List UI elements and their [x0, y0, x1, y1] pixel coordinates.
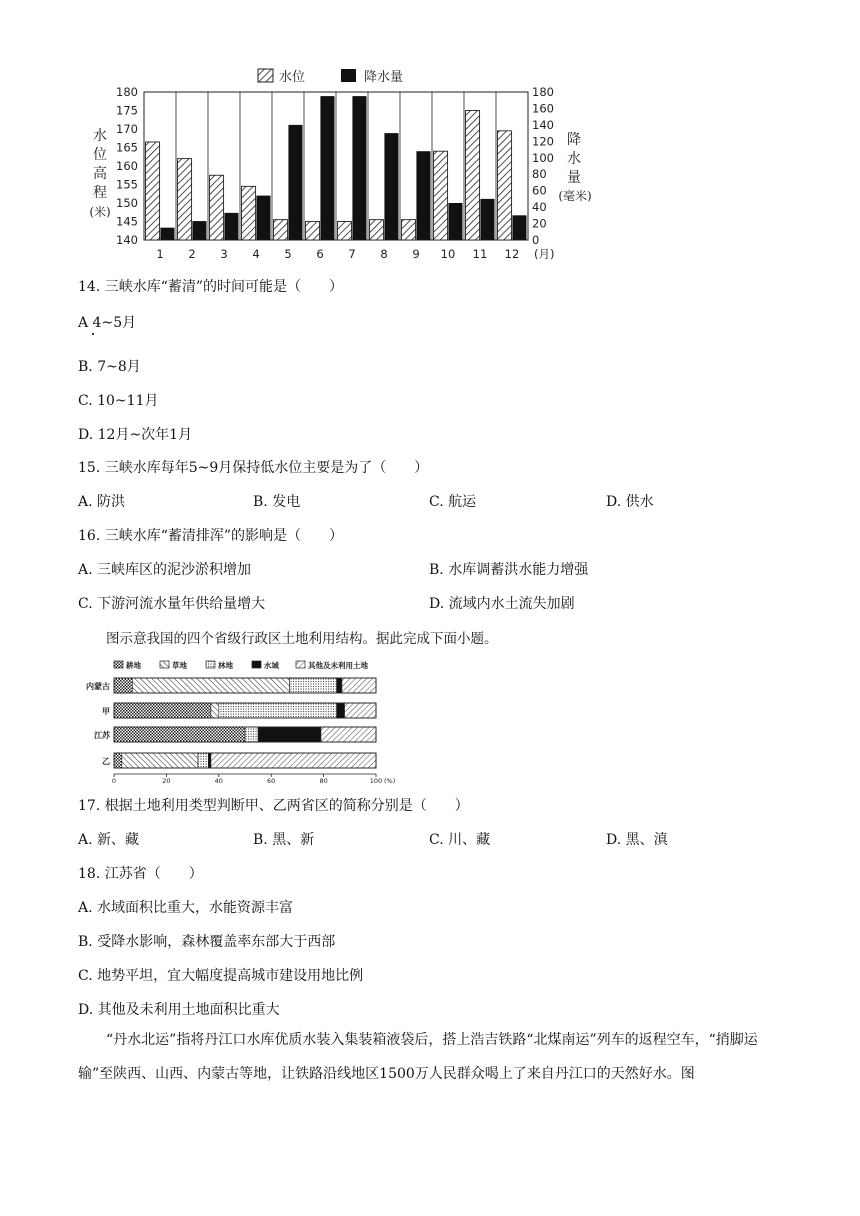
legend-swatch	[114, 661, 123, 668]
water-level-bar	[402, 220, 416, 240]
landuse-segment	[337, 703, 345, 718]
question-17-option-b: B. 黑、新	[253, 832, 315, 848]
precipitation-bar	[320, 96, 334, 240]
x-tick-label: 8	[380, 247, 388, 261]
y-right-axis-label: (毫米)	[558, 189, 592, 203]
landuse-intro: 图示意我国的四个省级行政区土地利用结构。据此完成下面小题。	[106, 631, 498, 647]
legend-swatch	[160, 661, 169, 668]
water-level-bar	[370, 220, 384, 240]
y-right-tick-label: 20	[532, 216, 547, 231]
y-right-axis-label: 量	[567, 170, 581, 186]
question-18-option-d: D. 其他及未利用土地面积比重大	[78, 1002, 280, 1018]
y-left-tick-label: 160	[116, 159, 138, 173]
x-tick-label: 7	[348, 247, 356, 261]
precipitation-bar	[448, 203, 462, 240]
y-left-tick-label: 175	[116, 103, 138, 118]
row-label: 甲	[102, 707, 110, 716]
landuse-segment	[245, 727, 258, 742]
passage-paragraph: “丹水北运”指将丹江口水库优质水装入集装箱液袋后，搭上浩吉铁路“北煤南运”列车的返程空车，“捎脚运输”至陕西、山西、内蒙古等地，让铁路沿线地区1500万人民群众喝上了来自丹江口的天然好水。图	[78, 1032, 758, 1082]
y-right-tick-label: 60	[532, 183, 547, 198]
y-left-axis-label: 程	[93, 185, 107, 201]
precipitation-bar	[160, 228, 174, 240]
question-15-option-b: B. 发电	[253, 494, 301, 510]
x-tick-label: 40	[214, 777, 223, 785]
legend-label: 其他及未利用土地	[308, 661, 368, 670]
water-level-bar	[146, 142, 160, 240]
water-level-bar	[434, 151, 448, 240]
reservoir-chart	[80, 62, 620, 267]
y-right-tick-label: 180	[532, 85, 554, 99]
question-16-stem: 16. 三峡水库“蓄清排浑”的影响是（ ）	[78, 528, 344, 544]
x-unit-label: (月)	[534, 247, 555, 261]
x-tick-label: 5	[284, 247, 292, 261]
y-left-tick-label: 180	[116, 85, 138, 99]
y-left-tick-label: 145	[116, 214, 138, 229]
legend-swatch	[252, 661, 261, 668]
x-tick-label: 20	[162, 777, 171, 785]
x-unit-label: (%)	[384, 777, 396, 785]
y-left-tick-label: 140	[116, 233, 138, 247]
landuse-segment	[290, 678, 337, 693]
y-left-axis-label: 位	[93, 147, 107, 163]
x-tick-label: 60	[267, 777, 276, 785]
question-18-option-b: B. 受降水影响，森林覆盖率东部大于西部	[78, 934, 336, 950]
precipitation-bar	[256, 196, 270, 240]
water-level-bar	[178, 159, 192, 240]
water-level-bar	[242, 186, 256, 240]
question-16-option-a: A. 三峡库区的泥沙淤积增加	[78, 562, 252, 578]
y-right-axis-label: 降	[567, 132, 581, 148]
water-level-bar	[466, 111, 480, 241]
question-16-option-c: C. 下游河流水量年供给量增大	[78, 596, 266, 612]
question-15-option-d: D. 供水	[606, 494, 654, 510]
precipitation-bar	[384, 133, 398, 240]
precipitation-bar	[480, 199, 494, 240]
landuse-segment	[211, 753, 376, 768]
y-left-tick-label: 165	[116, 140, 138, 155]
question-15-stem: 15. 三峡水库每年5~9月保持低水位主要是为了（ ）	[78, 460, 429, 476]
legend-label-water-level: 水位	[279, 70, 306, 85]
question-18-option-c: C. 地势平坦，宜大幅度提高城市建设用地比例	[78, 968, 364, 984]
question-16-option-b: B. 水库调蓄洪水能力增强	[429, 562, 589, 578]
question-17-option-c: C. 川、藏	[429, 832, 491, 848]
water-level-bar	[338, 222, 352, 241]
y-right-tick-label: 100	[532, 150, 554, 165]
landuse-segment	[122, 753, 198, 768]
landuse-segment	[208, 753, 211, 768]
legend-label: 水域	[264, 661, 279, 670]
y-left-tick-label: 150	[116, 196, 138, 210]
legend-swatch	[296, 661, 305, 668]
x-tick-label: 2	[188, 247, 196, 261]
y-right-tick-label: 80	[532, 167, 547, 182]
question-18-stem: 18. 江苏省（ ）	[78, 866, 203, 882]
y-left-tick-label: 170	[116, 122, 138, 136]
landuse-segment	[198, 753, 208, 768]
y-left-axis-label: 水	[93, 128, 107, 144]
legend-label: 草地	[172, 661, 187, 670]
question-17-option-d: D. 黑、滇	[606, 832, 668, 848]
x-tick-label: 9	[412, 247, 420, 261]
question-14-option-a: A 4~5月	[78, 315, 137, 331]
water-level-bar	[306, 222, 320, 241]
y-right-tick-label: 40	[532, 200, 547, 215]
landuse-segment	[132, 678, 289, 693]
x-tick-label: 4	[252, 247, 260, 261]
question-16-option-d: D. 流域内水土流失加剧	[429, 596, 575, 612]
legend-label: 林地	[218, 661, 233, 670]
y-left-axis-label: (米)	[89, 205, 111, 219]
legend-swatch	[206, 661, 215, 668]
landuse-segment	[345, 703, 376, 718]
x-tick-label: 6	[316, 247, 324, 261]
x-tick-label: 0	[111, 777, 117, 785]
row-label: 内蒙古	[86, 682, 110, 691]
landuse-segment	[342, 678, 376, 693]
question-14-option-b: B. 7~8月	[78, 359, 141, 375]
row-label: 江苏	[94, 731, 110, 740]
landuse-segment	[321, 727, 376, 742]
landuse-segment	[114, 678, 132, 693]
landuse-segment	[114, 703, 211, 718]
y-right-axis-label: 水	[567, 151, 581, 167]
x-tick-label: 100	[369, 777, 383, 785]
legend-swatch-precipitation	[341, 69, 356, 82]
y-left-axis-label: 高	[93, 166, 107, 182]
x-tick-label: 3	[220, 247, 228, 261]
question-17-stem: 17. 根据土地利用类型判断甲、乙两省区的简称分别是（ ）	[78, 798, 469, 814]
water-level-bar	[498, 131, 512, 240]
y-left-tick-label: 155	[116, 177, 138, 192]
precipitation-bar	[224, 213, 238, 240]
x-tick-label: 10	[440, 247, 456, 261]
x-tick-label: 80	[319, 777, 328, 785]
y-right-tick-label: 120	[532, 134, 554, 149]
precipitation-bar	[352, 96, 366, 240]
row-label: 乙	[102, 757, 110, 766]
legend-label: 耕地	[126, 661, 141, 670]
landuse-segment	[114, 753, 122, 768]
landuse-chart	[78, 656, 418, 786]
precipitation-bar	[416, 151, 430, 240]
question-14-stem: 14. 三峡水库“蓄清”的时间可能是（ ）	[78, 279, 344, 295]
landuse-segment	[337, 678, 342, 693]
landuse-segment	[258, 727, 321, 742]
water-level-bar	[274, 220, 288, 240]
legend-swatch-water-level	[258, 69, 273, 82]
precipitation-bar	[288, 125, 302, 240]
question-15-option-c: C. 航运	[429, 494, 477, 510]
question-18-option-a: A. 水域面积比重大，水能资源丰富	[78, 900, 294, 916]
water-level-bar	[210, 175, 224, 240]
y-right-tick-label: 140	[532, 117, 554, 132]
question-14-option-c: C. 10~11月	[78, 393, 159, 409]
landuse-segment	[211, 703, 219, 718]
question-17-option-a: A. 新、藏	[78, 832, 140, 848]
x-tick-label: 12	[504, 247, 520, 261]
dot-mark	[92, 333, 94, 335]
question-15-option-a: A. 防洪	[78, 494, 126, 510]
y-right-tick-label: 160	[532, 101, 554, 116]
y-right-tick-label: 0	[532, 233, 540, 247]
x-tick-label: 1	[156, 247, 164, 261]
legend-label-precipitation: 降水量	[364, 70, 404, 85]
x-tick-label: 11	[472, 247, 488, 261]
precipitation-bar	[192, 221, 206, 240]
landuse-segment	[114, 727, 245, 742]
question-14-option-d: D. 12月~次年1月	[78, 427, 193, 443]
landuse-segment	[219, 703, 337, 718]
precipitation-bar	[512, 215, 526, 240]
